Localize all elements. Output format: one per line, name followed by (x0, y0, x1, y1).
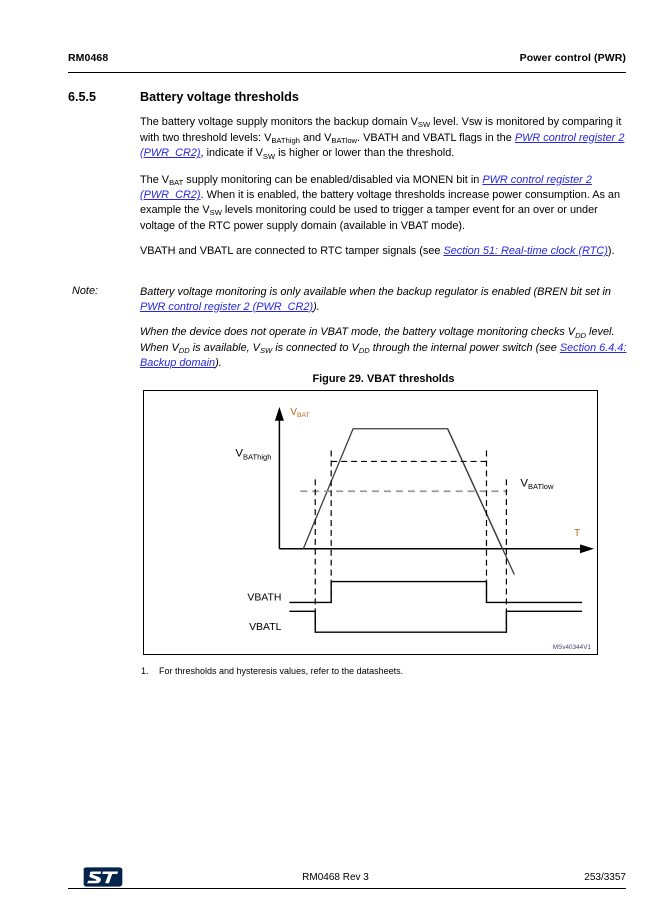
y-axis-label: $V_{BAT}$ (290, 406, 310, 420)
figure-footnote (141, 665, 628, 677)
section-number: 6.5.5 (68, 90, 97, 104)
p1-text-d: . VBATH and VBATL flags in the (357, 131, 515, 144)
figure-watermark: MSv40344V1 (552, 644, 591, 651)
n1-text-a: Battery voltage monitoring is only available when the backup regulator is enabled (BREN bit set in (140, 286, 611, 298)
p1-sub-sw: SW (417, 120, 431, 130)
link-pwr-cr2-3[interactable]: PWR control register 2 (PWR_CR2) (140, 300, 314, 313)
paragraph-2 (140, 173, 627, 233)
footnote-number: 1. (141, 666, 149, 676)
p2-sub-bat: BAT (169, 178, 184, 188)
note-paragraph-1 (140, 285, 627, 314)
n2-sub-sw: SW (259, 346, 273, 356)
n2-text-d: is connected to V (272, 341, 359, 354)
y-axis-label-sub: BAT (297, 412, 310, 420)
vbat-falling-edge-extension (448, 429, 515, 575)
n1-text-b: ). (313, 300, 320, 313)
paragraph-1 (140, 115, 627, 162)
p1-text-e: , indicate if V (200, 147, 263, 160)
link-section-644-backup-domain[interactable]: Section 6.4.4: Backup domain (140, 341, 627, 370)
p1-sub-sw2: SW (262, 151, 276, 161)
signal-vbatl-trace (289, 611, 582, 632)
n2-text-f: ). (215, 357, 222, 370)
link-pwr-cr2-1[interactable]: PWR control register 2 (PWR_CR2) (140, 131, 625, 160)
threshold-low-label: $V_{BATlow}$ (520, 477, 554, 492)
header-chapter: Power control (PWR) (519, 52, 626, 64)
figure-caption: Figure 29. VBAT thresholds (312, 373, 455, 385)
section-title: Battery voltage thresholds (140, 90, 299, 104)
vbat-waveform (303, 429, 502, 549)
p2-sub-sw: SW (209, 208, 222, 218)
body-text (140, 115, 627, 270)
footnote-text: For thresholds and hysteresis values, refer to the datasheets. (159, 666, 404, 676)
signal-vbath-trace (289, 582, 582, 603)
footer-divider (68, 888, 626, 889)
n2-text-b: level. When V (140, 326, 615, 354)
note-paragraph-2 (140, 325, 627, 371)
n2-sub-dd3: DD (358, 346, 370, 356)
signal-vbath-label: VBATH (247, 592, 282, 604)
note-label: Note: (72, 285, 99, 297)
p2-text-a: The V (140, 173, 170, 186)
p1-text-b: level. Vsw is monitored by comparing it with two threshold levels: V (140, 116, 622, 144)
y-axis-arrow (275, 407, 284, 421)
n2-sub-dd2: DD (178, 346, 190, 356)
p1-sub-bathigh: BAThigh (271, 135, 300, 145)
page-header (68, 52, 626, 64)
figure-diagram (144, 391, 597, 654)
header-doc-id: RM0468 (68, 52, 109, 64)
p2-text-b: supply monitoring can be enabled/disabled via MONEN bit in (183, 173, 483, 186)
link-section-51-rtc[interactable]: Section 51: Real-time clock (RTC) (443, 245, 608, 258)
p3-text-a: VBATH and VBATL are connected to RTC tamper signals (see (140, 245, 444, 258)
paragraph-3 (140, 244, 627, 259)
n2-text-c: is available, V (189, 341, 260, 354)
note-text (140, 285, 627, 382)
p1-sub-batlow: BATlow (331, 135, 358, 145)
link-pwr-cr2-2[interactable]: PWR control register 2 (PWR_CR2) (140, 173, 592, 202)
x-axis-label: T (574, 527, 581, 539)
footer-page-number: 253/3357 (584, 872, 626, 883)
page-title (68, 90, 626, 104)
header-divider (68, 72, 626, 73)
p1-text-a: The battery voltage supply monitors the backup domain V (140, 116, 418, 128)
p3-text-b: ). (607, 245, 615, 258)
n2-text-e: through the internal power switch (see (369, 341, 560, 354)
threshold-low-label-sub: BATlow (527, 482, 554, 492)
threshold-high-label-sub: BAThigh (243, 452, 272, 462)
x-axis-arrow (580, 544, 594, 553)
signal-vbatl-label: VBATL (249, 622, 282, 634)
p1-text-c: and V (299, 131, 332, 144)
footer-revision: RM0468 Rev 3 (302, 872, 369, 883)
n2-sub-dd1: DD (575, 330, 587, 340)
n2-text-a: When the device does not operate in VBAT mode, the battery voltage monitoring checks V (140, 326, 576, 339)
p2-text-d: levels monitoring could be used to trigger a tamper event for an over or under voltage of the RTC power supply domain (available in VBAT mode). (140, 203, 598, 232)
p1-text-f: is higher or lower than the threshold. (275, 147, 455, 160)
p2-text-c: . When it is enabled, the battery voltage thresholds increase power consumption. As an example the V (140, 189, 621, 216)
figure-vbat-thresholds (143, 390, 598, 655)
threshold-high-label: $V_{BAThigh}$ (235, 447, 272, 462)
